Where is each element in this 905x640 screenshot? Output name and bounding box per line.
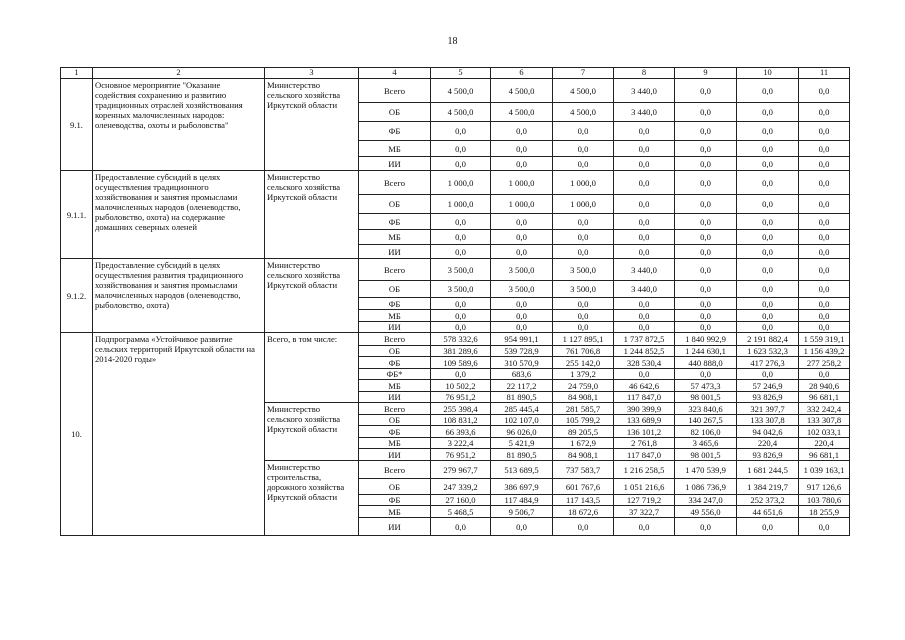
- amount-cell: 0,0: [675, 122, 737, 141]
- amount-cell: 310 570,9: [491, 357, 553, 369]
- amount-cell: 1 156 439,2: [799, 346, 850, 357]
- page-number: 18: [447, 36, 458, 47]
- amount-cell: 0,0: [799, 281, 850, 298]
- amount-cell: 140 267,5: [675, 415, 737, 426]
- column-header: 10: [737, 68, 799, 79]
- amount-cell: 0,0: [675, 518, 737, 536]
- amount-cell: 0,0: [553, 230, 614, 245]
- amount-cell: 0,0: [737, 298, 799, 310]
- amount-cell: 578 332,6: [431, 333, 491, 346]
- executor: Министерство сельского хозяйства Иркутской области: [265, 403, 359, 461]
- amount-cell: 0,0: [614, 322, 675, 333]
- amount-cell: 1 086 736,9: [675, 479, 737, 495]
- amount-cell: 0,0: [799, 103, 850, 122]
- amount-cell: 0,0: [675, 322, 737, 333]
- amount-cell: 3 440,0: [614, 281, 675, 298]
- amount-cell: 328 530,4: [614, 357, 675, 369]
- item-number: 9.1.1.: [61, 171, 93, 259]
- amount-cell: 0,0: [614, 369, 675, 380]
- amount-cell: 0,0: [799, 322, 850, 333]
- amount-cell: 0,0: [491, 141, 553, 157]
- amount-cell: 1 000,0: [553, 195, 614, 214]
- amount-cell: 28 940,6: [799, 380, 850, 392]
- amount-cell: 9 506,7: [491, 506, 553, 518]
- amount-cell: 0,0: [737, 518, 799, 536]
- amount-cell: 133 307,8: [799, 415, 850, 426]
- amount-cell: 96 026,0: [491, 426, 553, 438]
- amount-cell: 390 399,9: [614, 403, 675, 415]
- amount-cell: 1 216 258,5: [614, 461, 675, 479]
- amount-cell: 332 242,4: [799, 403, 850, 415]
- amount-cell: 0,0: [799, 230, 850, 245]
- amount-cell: 0,0: [614, 518, 675, 536]
- funding-source: Всего: [359, 171, 431, 195]
- amount-cell: 0,0: [675, 259, 737, 281]
- amount-cell: 0,0: [675, 245, 737, 259]
- amount-cell: 4 500,0: [431, 79, 491, 103]
- amount-cell: 0,0: [675, 310, 737, 322]
- amount-cell: 1 559 319,1: [799, 333, 850, 346]
- amount-cell: 102 033,1: [799, 426, 850, 438]
- amount-cell: 103 780,6: [799, 495, 850, 506]
- amount-cell: 57 246,9: [737, 380, 799, 392]
- funding-source: МБ: [359, 506, 431, 518]
- funding-source: ФБ: [359, 357, 431, 369]
- amount-cell: 0,0: [431, 245, 491, 259]
- amount-cell: 1 127 895,1: [553, 333, 614, 346]
- funding-source: ОБ: [359, 103, 431, 122]
- table-row: [61, 333, 850, 346]
- amount-cell: 1 039 163,1: [799, 461, 850, 479]
- amount-cell: 0,0: [614, 230, 675, 245]
- column-header: 7: [553, 68, 614, 79]
- amount-cell: 0,0: [737, 259, 799, 281]
- amount-cell: 0,0: [737, 157, 799, 171]
- amount-cell: 0,0: [799, 157, 850, 171]
- table-row: [61, 259, 850, 281]
- item-name: Основное мероприятие "Оказание содействия сохранению и развитию традиционных отраслей хозяйствования коренных малочисленных народов: оленеводства, охоты и рыболовства": [93, 79, 265, 171]
- amount-cell: 954 991,1: [491, 333, 553, 346]
- amount-cell: 98 001,5: [675, 392, 737, 403]
- amount-cell: 4 500,0: [431, 103, 491, 122]
- table-row: [61, 171, 850, 195]
- amount-cell: 93 826,9: [737, 449, 799, 461]
- amount-cell: 277 258,2: [799, 357, 850, 369]
- amount-cell: 0,0: [675, 230, 737, 245]
- amount-cell: 0,0: [737, 171, 799, 195]
- funding-source: МБ: [359, 141, 431, 157]
- amount-cell: 0,0: [675, 369, 737, 380]
- amount-cell: 27 160,0: [431, 495, 491, 506]
- funding-source: ФБ*: [359, 369, 431, 380]
- item-number: 9.1.: [61, 79, 93, 171]
- amount-cell: 0,0: [431, 141, 491, 157]
- amount-cell: 81 890,5: [491, 392, 553, 403]
- amount-cell: 3 440,0: [614, 79, 675, 103]
- amount-cell: 3 500,0: [491, 281, 553, 298]
- amount-cell: 84 908,1: [553, 449, 614, 461]
- amount-cell: 0,0: [614, 310, 675, 322]
- item-name: Подпрограмма «Устойчивое развитие сельских территорий Иркутской области на 2014-2020 годы»: [93, 333, 265, 536]
- funding-source: ФБ: [359, 122, 431, 141]
- amount-cell: 18 672,6: [553, 506, 614, 518]
- amount-cell: 0,0: [675, 195, 737, 214]
- amount-cell: 4 500,0: [491, 103, 553, 122]
- funding-source: ОБ: [359, 195, 431, 214]
- amount-cell: 0,0: [675, 157, 737, 171]
- amount-cell: 0,0: [431, 298, 491, 310]
- funding-source: Всего: [359, 79, 431, 103]
- funding-source: Всего: [359, 259, 431, 281]
- column-header: 4: [359, 68, 431, 79]
- amount-cell: 3 500,0: [553, 259, 614, 281]
- amount-cell: 0,0: [491, 310, 553, 322]
- funding-source: МБ: [359, 438, 431, 449]
- amount-cell: 220,4: [737, 438, 799, 449]
- item-number: 9.1.2.: [61, 259, 93, 333]
- amount-cell: 1 244 852,5: [614, 346, 675, 357]
- amount-cell: 1 051 216,6: [614, 479, 675, 495]
- amount-cell: 0,0: [553, 122, 614, 141]
- amount-cell: 0,0: [799, 259, 850, 281]
- amount-cell: 0,0: [614, 245, 675, 259]
- amount-cell: 4 500,0: [553, 103, 614, 122]
- amount-cell: 601 767,6: [553, 479, 614, 495]
- column-header: 3: [265, 68, 359, 79]
- amount-cell: 98 001,5: [675, 449, 737, 461]
- amount-cell: 46 642,6: [614, 380, 675, 392]
- amount-cell: 0,0: [491, 122, 553, 141]
- amount-cell: 96 681,1: [799, 392, 850, 403]
- amount-cell: 513 689,5: [491, 461, 553, 479]
- amount-cell: 22 117,2: [491, 380, 553, 392]
- amount-cell: 0,0: [737, 281, 799, 298]
- amount-cell: 0,0: [799, 310, 850, 322]
- amount-cell: 1 000,0: [491, 171, 553, 195]
- amount-cell: 2 191 882,4: [737, 333, 799, 346]
- amount-cell: 0,0: [431, 518, 491, 536]
- amount-cell: 0,0: [737, 214, 799, 230]
- amount-cell: 247 339,2: [431, 479, 491, 495]
- amount-cell: 1 470 539,9: [675, 461, 737, 479]
- funding-source: ОБ: [359, 479, 431, 495]
- amount-cell: 66 393,6: [431, 426, 491, 438]
- amount-cell: 94 042,6: [737, 426, 799, 438]
- column-header: 8: [614, 68, 675, 79]
- amount-cell: 0,0: [737, 245, 799, 259]
- funding-source: ФБ: [359, 426, 431, 438]
- amount-cell: 417 276,3: [737, 357, 799, 369]
- amount-cell: 0,0: [799, 171, 850, 195]
- amount-cell: 108 831,2: [431, 415, 491, 426]
- amount-cell: 109 589,6: [431, 357, 491, 369]
- column-header: 6: [491, 68, 553, 79]
- funding-source: ФБ: [359, 495, 431, 506]
- amount-cell: 96 681,1: [799, 449, 850, 461]
- amount-cell: 24 759,0: [553, 380, 614, 392]
- amount-cell: 117 484,9: [491, 495, 553, 506]
- amount-cell: 761 706,8: [553, 346, 614, 357]
- funding-source: ИИ: [359, 245, 431, 259]
- amount-cell: 0,0: [614, 214, 675, 230]
- funding-source: МБ: [359, 380, 431, 392]
- amount-cell: 136 101,2: [614, 426, 675, 438]
- funding-source: МБ: [359, 230, 431, 245]
- amount-cell: 0,0: [799, 298, 850, 310]
- amount-cell: 49 556,0: [675, 506, 737, 518]
- amount-cell: 386 697,9: [491, 479, 553, 495]
- amount-cell: 539 728,9: [491, 346, 553, 357]
- amount-cell: 0,0: [491, 245, 553, 259]
- table-row: [61, 79, 850, 103]
- amount-cell: 0,0: [614, 122, 675, 141]
- amount-cell: 76 951,2: [431, 392, 491, 403]
- amount-cell: 3 222,4: [431, 438, 491, 449]
- amount-cell: 0,0: [491, 518, 553, 536]
- amount-cell: 0,0: [737, 369, 799, 380]
- amount-cell: 0,0: [431, 310, 491, 322]
- header-row: [61, 68, 850, 79]
- amount-cell: 0,0: [491, 157, 553, 171]
- amount-cell: 0,0: [431, 122, 491, 141]
- amount-cell: 321 397,7: [737, 403, 799, 415]
- column-header: 11: [799, 68, 850, 79]
- amount-cell: 0,0: [737, 79, 799, 103]
- amount-cell: 0,0: [614, 195, 675, 214]
- amount-cell: 0,0: [675, 79, 737, 103]
- executor: Министерство строительства, дорожного хозяйства Иркутской области: [265, 461, 359, 536]
- funding-source: ОБ: [359, 415, 431, 426]
- amount-cell: 5 421,9: [491, 438, 553, 449]
- amount-cell: 0,0: [799, 195, 850, 214]
- amount-cell: 1 244 630,1: [675, 346, 737, 357]
- amount-cell: 0,0: [431, 214, 491, 230]
- funding-source: ИИ: [359, 322, 431, 333]
- amount-cell: 1 681 244,5: [737, 461, 799, 479]
- executor: Министерство сельского хозяйства Иркутской области: [265, 259, 359, 333]
- amount-cell: 3 500,0: [431, 281, 491, 298]
- amount-cell: 0,0: [737, 230, 799, 245]
- amount-cell: 0,0: [799, 369, 850, 380]
- funding-source: Всего: [359, 403, 431, 415]
- funding-source: Всего: [359, 461, 431, 479]
- amount-cell: 76 951,2: [431, 449, 491, 461]
- amount-cell: 0,0: [431, 230, 491, 245]
- amount-cell: 3 440,0: [614, 103, 675, 122]
- amount-cell: 1 000,0: [431, 195, 491, 214]
- amount-cell: 57 473,3: [675, 380, 737, 392]
- amount-cell: 737 583,7: [553, 461, 614, 479]
- amount-cell: 0,0: [553, 157, 614, 171]
- amount-cell: 0,0: [553, 298, 614, 310]
- funding-source: ИИ: [359, 518, 431, 536]
- amount-cell: 3 440,0: [614, 259, 675, 281]
- amount-cell: 117 847,0: [614, 392, 675, 403]
- amount-cell: 89 205,5: [553, 426, 614, 438]
- executor: Всего, в том числе:: [265, 333, 359, 403]
- amount-cell: 133 307,8: [737, 415, 799, 426]
- amount-cell: 0,0: [737, 141, 799, 157]
- amount-cell: 2 761,8: [614, 438, 675, 449]
- amount-cell: 0,0: [614, 141, 675, 157]
- amount-cell: 0,0: [553, 310, 614, 322]
- column-header: 5: [431, 68, 491, 79]
- amount-cell: 0,0: [737, 195, 799, 214]
- amount-cell: 255 142,0: [553, 357, 614, 369]
- amount-cell: 0,0: [737, 103, 799, 122]
- amount-cell: 0,0: [675, 298, 737, 310]
- executor: Министерство сельского хозяйства Иркутской области: [265, 79, 359, 171]
- amount-cell: 220,4: [799, 438, 850, 449]
- amount-cell: 93 826,9: [737, 392, 799, 403]
- amount-cell: 0,0: [491, 322, 553, 333]
- amount-cell: 5 468,5: [431, 506, 491, 518]
- funding-source: ФБ: [359, 214, 431, 230]
- amount-cell: 0,0: [614, 298, 675, 310]
- amount-cell: 0,0: [675, 141, 737, 157]
- amount-cell: 0,0: [675, 214, 737, 230]
- amount-cell: 0,0: [553, 141, 614, 157]
- amount-cell: 4 500,0: [553, 79, 614, 103]
- budget-table: [60, 67, 850, 536]
- funding-source: ФБ: [359, 298, 431, 310]
- amount-cell: 0,0: [431, 157, 491, 171]
- amount-cell: 255 398,4: [431, 403, 491, 415]
- amount-cell: 0,0: [737, 322, 799, 333]
- funding-source: МБ: [359, 310, 431, 322]
- amount-cell: 0,0: [799, 245, 850, 259]
- amount-cell: 1 000,0: [431, 171, 491, 195]
- amount-cell: 0,0: [431, 322, 491, 333]
- amount-cell: 3 500,0: [491, 259, 553, 281]
- amount-cell: 0,0: [799, 122, 850, 141]
- amount-cell: 0,0: [799, 214, 850, 230]
- amount-cell: 44 651,6: [737, 506, 799, 518]
- amount-cell: 0,0: [553, 214, 614, 230]
- amount-cell: 0,0: [614, 171, 675, 195]
- amount-cell: 3 465,6: [675, 438, 737, 449]
- amount-cell: 82 106,0: [675, 426, 737, 438]
- amount-cell: 4 500,0: [491, 79, 553, 103]
- amount-cell: 1 384 219,7: [737, 479, 799, 495]
- amount-cell: 127 719,2: [614, 495, 675, 506]
- amount-cell: 1 379,2: [553, 369, 614, 380]
- amount-cell: 1 000,0: [491, 195, 553, 214]
- item-name: Предоставление субсидий в целях осуществления развития традиционного хозяйствования и занятия промыслами малочисленных народов (оленеводство, рыболовство, охота): [93, 259, 265, 333]
- amount-cell: 0,0: [614, 157, 675, 171]
- column-header: 2: [93, 68, 265, 79]
- amount-cell: 279 967,7: [431, 461, 491, 479]
- amount-cell: 0,0: [799, 79, 850, 103]
- amount-cell: 10 502,2: [431, 380, 491, 392]
- amount-cell: 1 623 532,3: [737, 346, 799, 357]
- amount-cell: 0,0: [491, 230, 553, 245]
- amount-cell: 1 000,0: [553, 171, 614, 195]
- amount-cell: 0,0: [553, 245, 614, 259]
- funding-source: ИИ: [359, 157, 431, 171]
- amount-cell: 81 890,5: [491, 449, 553, 461]
- amount-cell: 0,0: [553, 322, 614, 333]
- funding-source: Всего: [359, 333, 431, 346]
- amount-cell: 0,0: [553, 518, 614, 536]
- executor: Министерство сельского хозяйства Иркутской области: [265, 171, 359, 259]
- amount-cell: 105 799,2: [553, 415, 614, 426]
- amount-cell: 917 126,6: [799, 479, 850, 495]
- amount-cell: 252 373,2: [737, 495, 799, 506]
- amount-cell: 102 107,0: [491, 415, 553, 426]
- column-header: 1: [61, 68, 93, 79]
- amount-cell: 0,0: [431, 369, 491, 380]
- amount-cell: 683,6: [491, 369, 553, 380]
- amount-cell: 0,0: [675, 103, 737, 122]
- amount-cell: 133 689,9: [614, 415, 675, 426]
- amount-cell: 0,0: [799, 518, 850, 536]
- item-name: Предоставление субсидий в целях осуществления традиционного хозяйствования и занятия промыслами малочисленных народов (оленеводство, рыболовство, охота) на содержание домашних северных оленей: [93, 171, 265, 259]
- amount-cell: 281 585,7: [553, 403, 614, 415]
- amount-cell: 0,0: [799, 141, 850, 157]
- amount-cell: 0,0: [491, 298, 553, 310]
- amount-cell: 18 255,9: [799, 506, 850, 518]
- funding-source: ИИ: [359, 392, 431, 403]
- amount-cell: 84 908,1: [553, 392, 614, 403]
- amount-cell: 334 247,0: [675, 495, 737, 506]
- amount-cell: 1 840 992,9: [675, 333, 737, 346]
- item-number: 10.: [61, 333, 93, 536]
- amount-cell: 381 289,6: [431, 346, 491, 357]
- funding-source: ИИ: [359, 449, 431, 461]
- amount-cell: 3 500,0: [553, 281, 614, 298]
- amount-cell: 0,0: [737, 310, 799, 322]
- amount-cell: 323 840,6: [675, 403, 737, 415]
- amount-cell: 117 143,5: [553, 495, 614, 506]
- amount-cell: 0,0: [675, 171, 737, 195]
- amount-cell: 0,0: [491, 214, 553, 230]
- amount-cell: 1 672,9: [553, 438, 614, 449]
- amount-cell: 117 847,0: [614, 449, 675, 461]
- amount-cell: 37 322,7: [614, 506, 675, 518]
- amount-cell: 440 888,0: [675, 357, 737, 369]
- amount-cell: 0,0: [675, 281, 737, 298]
- funding-source: ОБ: [359, 281, 431, 298]
- column-header: 9: [675, 68, 737, 79]
- amount-cell: 285 445,4: [491, 403, 553, 415]
- funding-source: ОБ: [359, 346, 431, 357]
- amount-cell: 1 737 872,5: [614, 333, 675, 346]
- amount-cell: 3 500,0: [431, 259, 491, 281]
- amount-cell: 0,0: [737, 122, 799, 141]
